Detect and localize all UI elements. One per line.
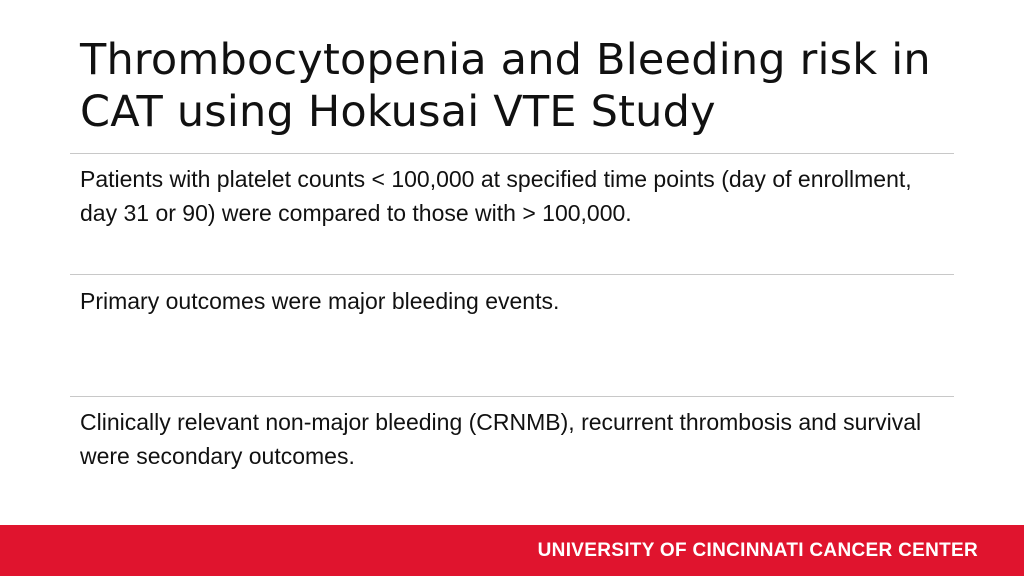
divider-line — [70, 274, 954, 275]
divider-line — [70, 396, 954, 397]
content-item-primary-outcomes: Primary outcomes were major bleeding events. — [80, 288, 560, 314]
content-item-platelet-comparison: Patients with platelet counts < 100,000 at specified time points (day of enrollment, day 31 or 90) were compared to those with > 100,000. — [80, 166, 912, 226]
slide-title: Thrombocytopenia and Bleeding risk in CAT using Hokusai VTE Study — [80, 35, 931, 137]
content-item-secondary-outcomes: Clinically relevant non-major bleeding (CRNMB), recurrent thrombosis and survival were secondary outcomes. — [80, 409, 922, 469]
divider-line — [70, 153, 954, 154]
institution-name: UNIVERSITY OF CINCINNATI CANCER CENTER — [537, 540, 978, 561]
footer-bar — [0, 525, 1024, 576]
